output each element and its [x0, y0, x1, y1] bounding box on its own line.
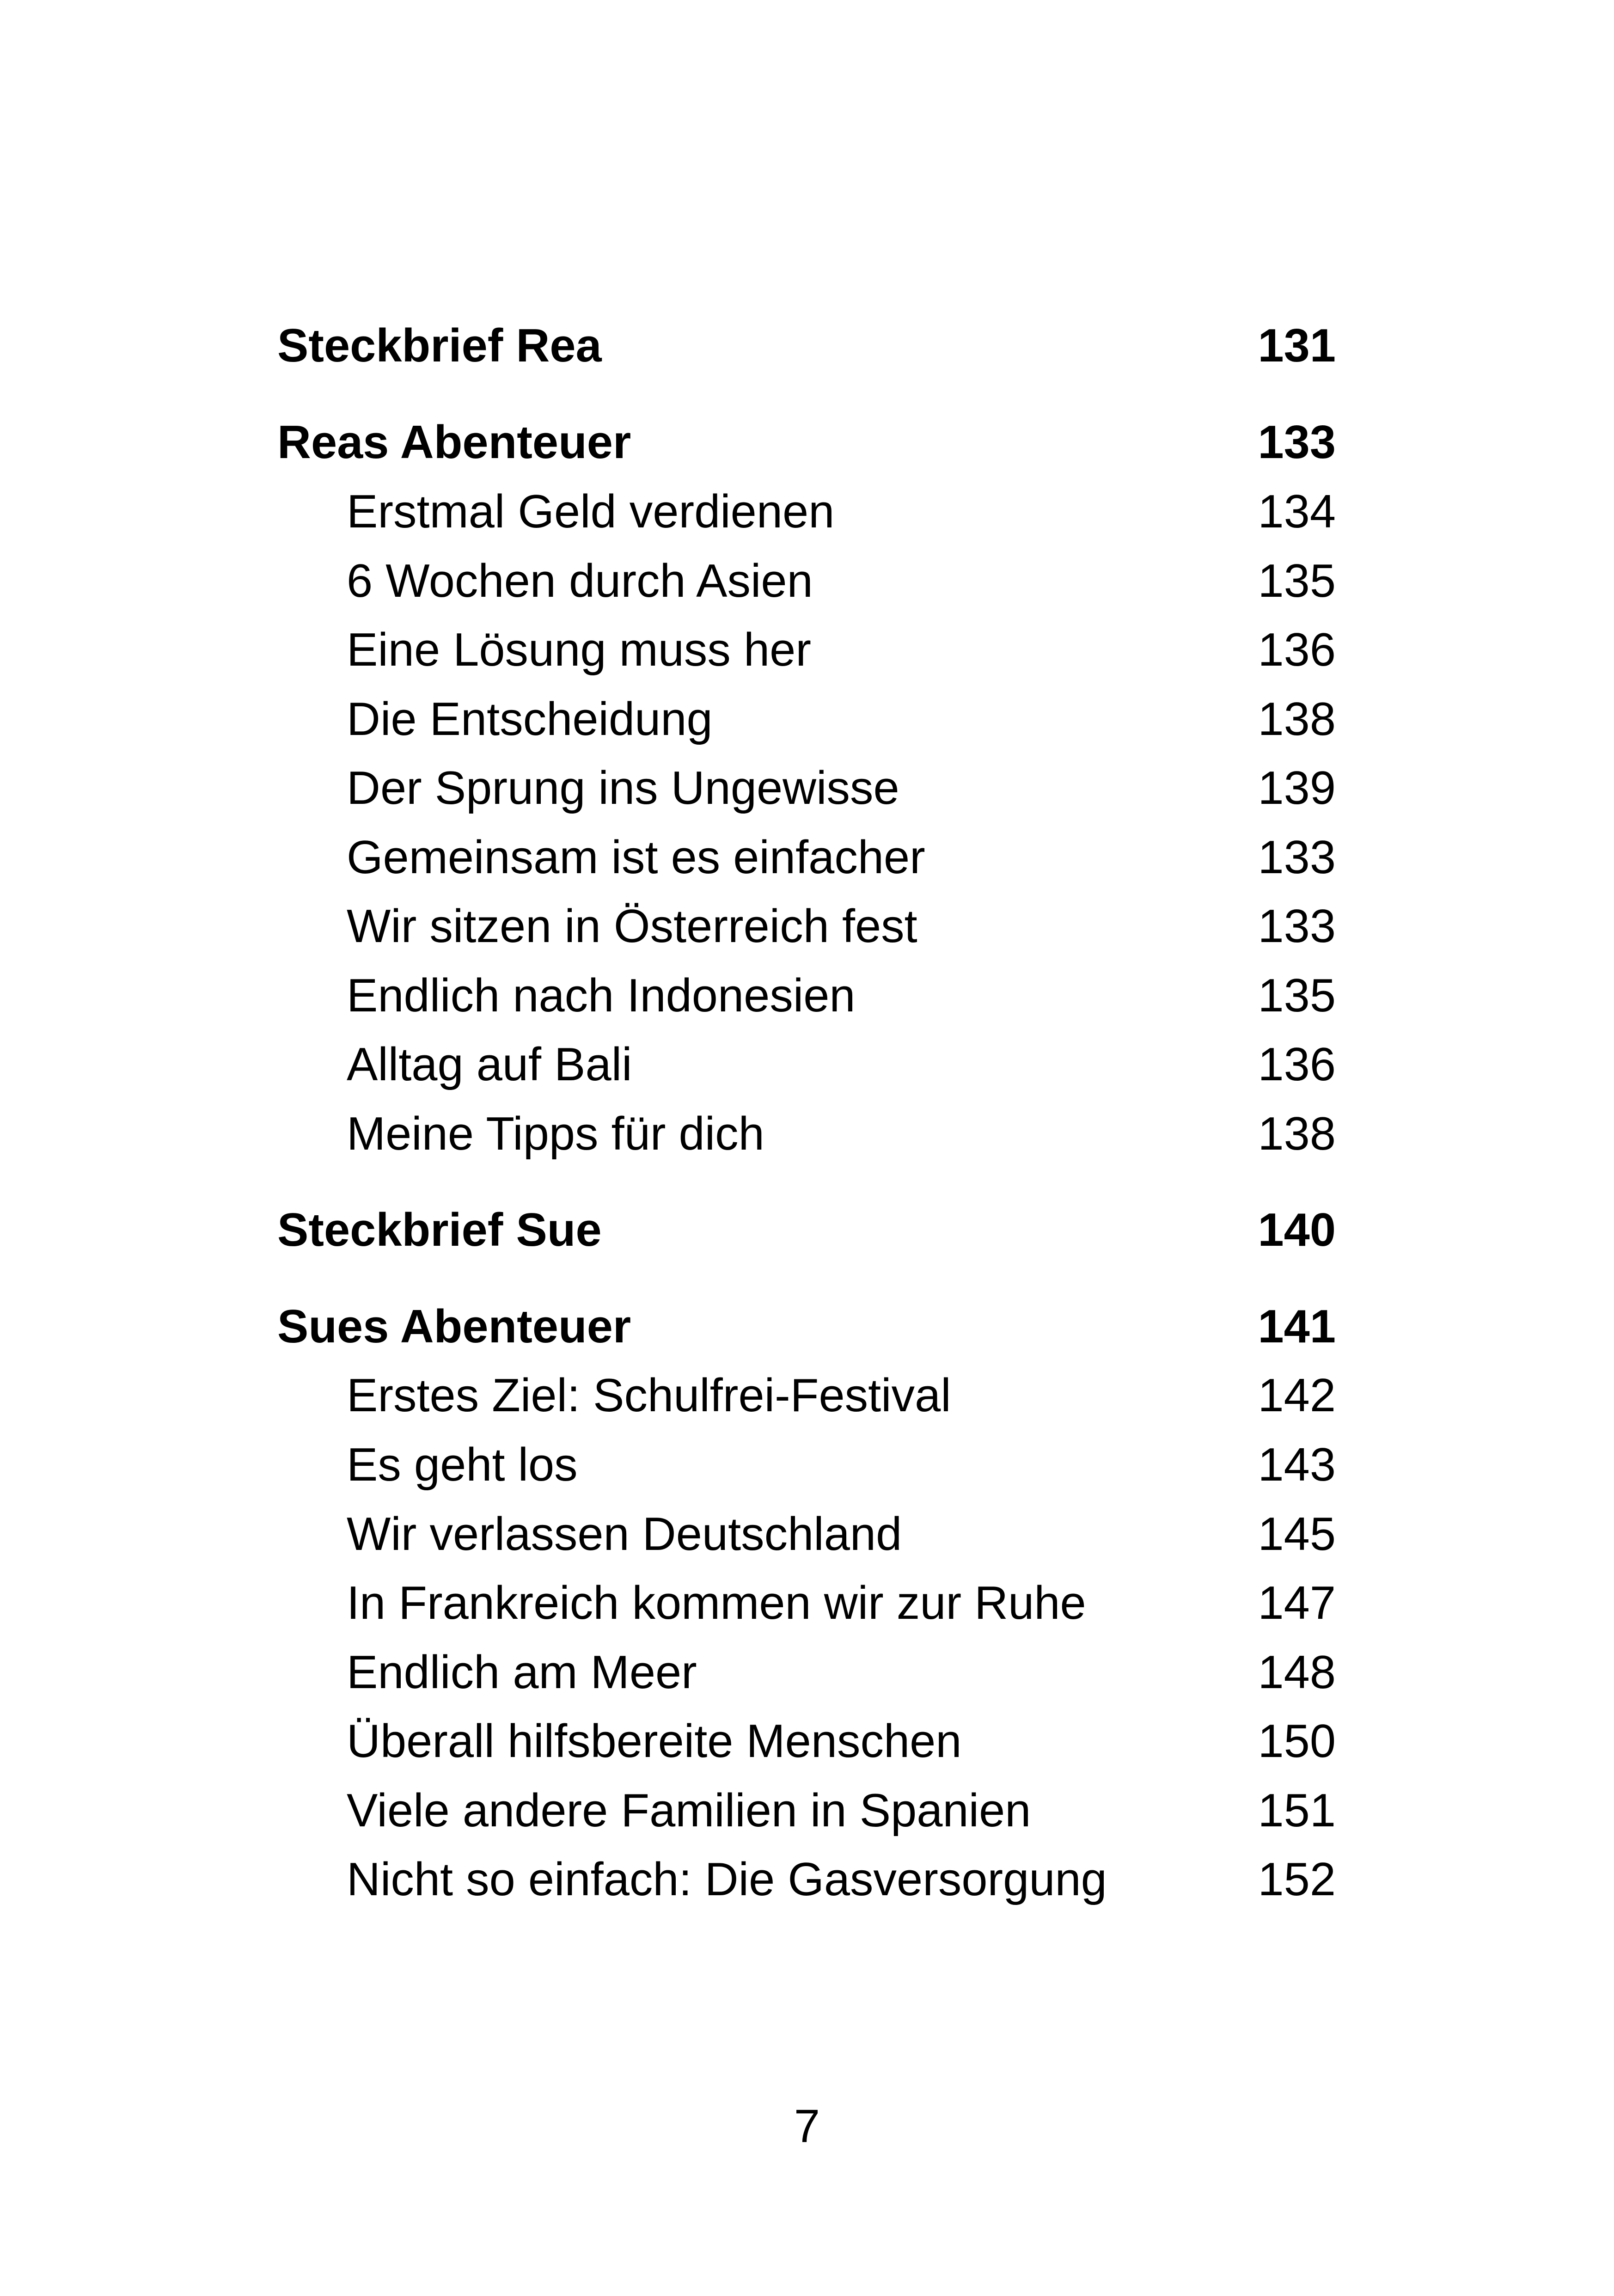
toc-entry: [277, 551, 1336, 611]
toc-entry-page: 152: [1258, 1854, 1336, 1905]
toc-entry: [277, 1642, 1336, 1702]
toc-entry-page: 143: [1258, 1439, 1336, 1491]
toc-entry: [277, 827, 1336, 888]
toc-entry-page: 138: [1258, 693, 1336, 745]
toc-entry: [277, 896, 1336, 956]
toc-entry-page: 138: [1258, 1108, 1336, 1160]
toc-entry: [277, 1104, 1336, 1164]
toc-entry-title: Endlich nach Indonesien: [347, 970, 856, 1022]
toc-entry: [277, 966, 1336, 1026]
toc-entry-title: Steckbrief Sue: [277, 1204, 602, 1256]
toc-entry-page: 131: [1258, 320, 1336, 372]
toc-entry-page: 139: [1258, 762, 1336, 814]
toc-entry-title: Wir verlassen Deutschland: [347, 1508, 902, 1560]
toc-entry: [277, 1200, 1336, 1260]
toc-entry: [277, 412, 1336, 472]
toc-entry-title: Endlich am Meer: [347, 1647, 697, 1698]
toc-entry-page: 136: [1258, 1039, 1336, 1090]
toc-entry: [277, 482, 1336, 542]
toc-entry-page: 145: [1258, 1508, 1336, 1560]
toc-entry-title: Alltag auf Bali: [347, 1039, 632, 1090]
toc-entry-title: 6 Wochen durch Asien: [347, 555, 813, 607]
toc-entry: [277, 1297, 1336, 1357]
toc-entry-page: 133: [1258, 900, 1336, 952]
toc-entry-title: In Frankreich kommen wir zur Ruhe: [347, 1577, 1086, 1629]
toc-entry-title: Viele andere Familien in Spanien: [347, 1785, 1031, 1837]
toc-entry: [277, 1711, 1336, 1771]
toc-entry: [277, 1504, 1336, 1564]
toc-entry-page: 142: [1258, 1370, 1336, 1421]
toc-entry-page: 135: [1258, 970, 1336, 1022]
toc-entry-title: Eine Lösung muss her: [347, 624, 811, 676]
toc-entry-title: Steckbrief Rea: [277, 320, 602, 372]
toc-entry: [277, 1035, 1336, 1095]
toc-entry-page: 140: [1258, 1204, 1336, 1256]
toc-entry: [277, 1365, 1336, 1426]
toc-entry-title: Die Entscheidung: [347, 693, 713, 745]
toc-entry-title: Meine Tipps für dich: [347, 1108, 764, 1160]
toc-entry-title: Der Sprung ins Ungewisse: [347, 762, 899, 814]
page-number: 7: [794, 2100, 820, 2152]
toc-entry: [277, 1781, 1336, 1841]
toc-entry-page: 141: [1258, 1301, 1336, 1353]
toc-entry-page: 133: [1258, 416, 1336, 468]
toc-entry-title: Reas Abenteuer: [277, 416, 631, 468]
toc-entry-title: Nicht so einfach: Die Gasversorgung: [347, 1854, 1107, 1905]
toc-entry: [277, 1849, 1336, 1910]
toc-entry-page: 136: [1258, 624, 1336, 676]
toc-entry: [277, 689, 1336, 749]
toc-entry-page: 135: [1258, 555, 1336, 607]
toc-entry-page: 151: [1258, 1785, 1336, 1837]
toc-entry: [277, 1435, 1336, 1495]
toc-entry-title: Erstes Ziel: Schulfrei-Festival: [347, 1370, 951, 1421]
toc-entry-page: 150: [1258, 1715, 1336, 1767]
toc-entry: [277, 316, 1336, 376]
toc-entry-page: 133: [1258, 832, 1336, 883]
toc-entry-title: Erstmal Geld verdienen: [347, 486, 835, 538]
toc-entry: [277, 620, 1336, 680]
toc-entry-title: Gemeinsam ist es einfacher: [347, 832, 925, 883]
toc-entry-title: Es geht los: [347, 1439, 578, 1491]
toc-entry-page: 148: [1258, 1647, 1336, 1698]
toc-entry-page: 147: [1258, 1577, 1336, 1629]
toc-entry: [277, 758, 1336, 818]
toc-entry-title: Überall hilfsbereite Menschen: [347, 1715, 962, 1767]
toc-entry-title: Sues Abenteuer: [277, 1301, 631, 1353]
toc-entry-title: Wir sitzen in Österreich fest: [347, 900, 917, 952]
toc-entry-page: 134: [1258, 486, 1336, 538]
toc-entry: [277, 1573, 1336, 1633]
